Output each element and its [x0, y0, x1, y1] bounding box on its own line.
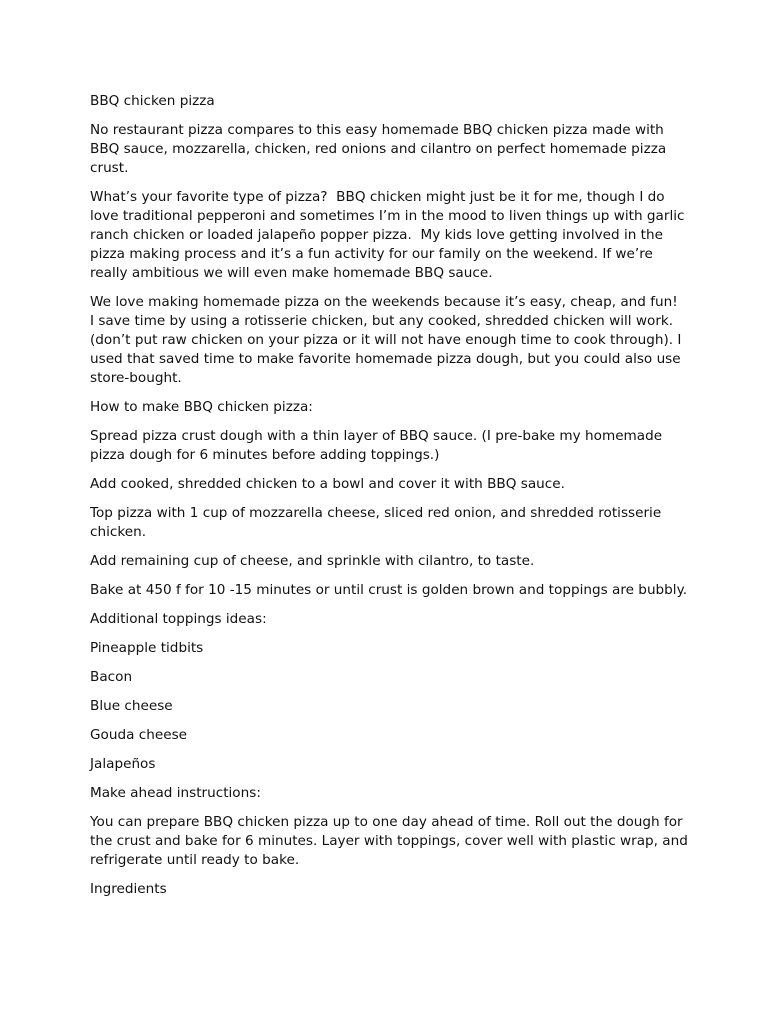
step-paragraph: Add cooked, shredded chicken to a bowl and cover it with BBQ sauce.	[90, 476, 565, 492]
step-paragraph: Bake at 450 f for 10 -15 minutes or until crust is golden brown and toppings are bubbly.	[90, 582, 688, 598]
topping-item: Pineapple tidbits	[90, 640, 204, 656]
how-to-heading: How to make BBQ chicken pizza:	[90, 399, 313, 415]
favorite-paragraph: What’s your favorite type of pizza? BBQ chicken might just be it for me, though I do love traditional pepperoni and sometimes I’m in the mood to liven things up with garlic ranch chicken or loaded jalapeño popper pizza. My kids love getting involved in the pizza making process and it’s a fun activity for our family on the weekend. If we’re really ambitious we will even make homemade BBQ sauce.	[90, 189, 689, 281]
make-ahead-heading: Make ahead instructions:	[90, 785, 261, 801]
step-paragraph: Spread pizza crust dough with a thin layer of BBQ sauce. (I pre-bake my homemade pizza dough for 6 minutes before adding toppings.)	[90, 428, 667, 463]
make-ahead-paragraph: You can prepare BBQ chicken pizza up to one day ahead of time. Roll out the dough for the crust and bake for 6 minutes. Layer with toppings, cover well with plastic wrap, and refrigerate until ready to bake.	[90, 814, 693, 868]
topping-item: Blue cheese	[90, 698, 173, 714]
step-paragraph: Add remaining cup of cheese, and sprinkle with cilantro, to taste.	[90, 553, 535, 569]
step-paragraph: Top pizza with 1 cup of mozzarella cheese, sliced red onion, and shredded rotisserie chicken.	[90, 505, 666, 540]
document-title: BBQ chicken pizza	[90, 93, 215, 109]
intro-paragraph: No restaurant pizza compares to this easy homemade BBQ chicken pizza made with BBQ sauce, mozzarella, chicken, red onions and cilantro on perfect homemade pizza crust.	[90, 122, 671, 176]
topping-item: Gouda cheese	[90, 727, 188, 743]
ingredients-heading: Ingredients	[90, 881, 167, 897]
toppings-heading: Additional toppings ideas:	[90, 611, 267, 627]
document-page	[90, 92, 693, 909]
topping-item: Bacon	[90, 669, 133, 685]
topping-item: Jalapeños	[90, 756, 156, 772]
weekends-paragraph: We love making homemade pizza on the weekends because it’s easy, cheap, and fun! I save time by using a rotisserie chicken, but any cooked, shredded chicken will work. (don’t put raw chicken on your pizza or it will not have enough time to cook through). I used that saved time to make favorite homemade pizza dough, but you could also use store-bought.	[90, 294, 687, 386]
